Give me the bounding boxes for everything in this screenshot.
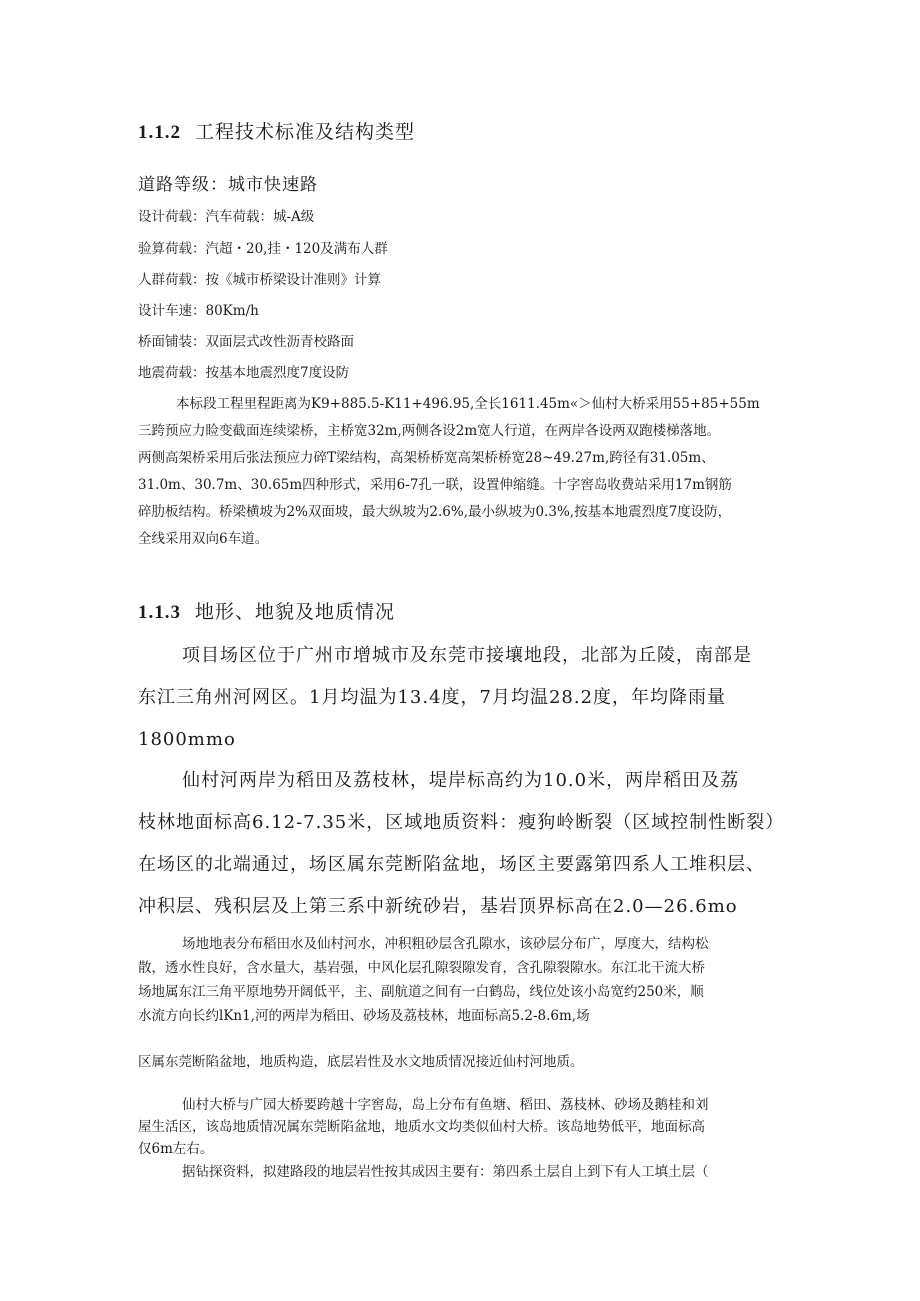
climate-paragraph xyxy=(138,635,798,761)
paragraph-line: 枝林地面标高6.12-7.35米，区域地质资料：瘦狗岭断裂（区域控制性断裂） xyxy=(138,812,785,833)
paragraph-line: 本标段工程里程距离为K9+885.5-K11+496.95,全长1611.45m«＞仙村大桥采用55+85+55m xyxy=(176,396,760,412)
road-grade: 道路等级：城市快速路 xyxy=(138,175,318,195)
paragraph-line: 场地地表分布稻田水及仙村河水，冲积粗砂层含孔隙水，该砂层分布广，厚度大，结构松 xyxy=(182,936,709,952)
basin-paragraph: 区属东莞断陷盆地，地质构造，底层岩性及水文地质情况接近仙村河地质。 xyxy=(138,1054,584,1070)
section-113-heading xyxy=(138,597,395,624)
spec-crowd-load: 人群荷载：按《城市桥梁设计准则》计算 xyxy=(138,272,381,288)
drilling-paragraph: 据钻探资料，拟建路段的地层岩性按其成因主要有：第四系土层自上到下有人工填土层（ xyxy=(182,1164,709,1180)
paragraph-line: 在场区的北端通过，场区属东莞断陷盆地，场区主要露第四系人工堆积层、 xyxy=(138,854,765,875)
paragraph-line: 31.0m、30.7m、30.65m四种形式，采用6-7孔一联，设置伸缩缝。十字窖岛收费站采用17m钢筋 xyxy=(138,477,732,493)
paragraph-line: 两侧高架桥采用后张法预应力碎T梁结构，高架桥桥宽高架桥桥宽28~49.27m,跨径有31.05m、 xyxy=(138,450,715,466)
section-number: 1.1.2 xyxy=(138,122,181,143)
section-112-heading xyxy=(138,117,415,144)
spec-check-load: 验算荷载：汽超・20,挂・120及满布人群 xyxy=(138,241,388,257)
section-title: 工程技术标准及结构类型 xyxy=(195,121,416,143)
paragraph-line: 仅6m左右。 xyxy=(138,1141,214,1157)
paragraph-line: 项目场区位于广州市增城市及东莞市接壤地段，北部为丘陵，南部是 xyxy=(182,645,752,666)
paragraph-line: 屋生活区，该岛地质情况属东莞断陷盆地，地质水文均类似仙村大桥。该岛地势低平，地面标高 xyxy=(138,1119,705,1135)
paragraph-line: 东江三角州河网区。1月均温为13.4度，7月均温28.2度，年均降雨量 xyxy=(138,687,727,708)
section-number: 1.1.3 xyxy=(138,602,181,623)
paragraph-line: 场地属东江三角平原地势开阔低平，主、副航道之间有一白鹤岛，线位处该小岛宽约250米，顺 xyxy=(138,984,704,1000)
geology-paragraph xyxy=(138,760,798,928)
spec-seismic-load: 地震荷载：按基本地震烈度7度设防 xyxy=(138,365,350,381)
paragraph-line: 仙村河两岸为稻田及荔枝林，堤岸标高约为10.0米，两岸稻田及荔 xyxy=(182,770,740,791)
section-title: 地形、地貌及地质情况 xyxy=(195,601,396,623)
spec-design-speed: 设计车速：80Km∕h xyxy=(138,303,259,319)
paragraph-line: 水流方向长约lKn1,河的两岸为稻田、砂场及荔枝林，地面标高5.2-8.6m,场 xyxy=(138,1008,590,1024)
paragraph-line: 碎肋板结构。桥梁横坡为2%双面坡，最大纵坡为2.6%,最小纵坡为0.3%,按基本地震烈度7度设防， xyxy=(138,504,732,520)
island-paragraph xyxy=(138,1094,798,1160)
paragraph-line: 1800mmo xyxy=(138,729,236,750)
paragraph-line: 仙村大桥与广园大桥要跨越十字窖岛，岛上分布有鱼塘、稻田、荔枝林、砂场及鹅桂和刘 xyxy=(182,1097,709,1113)
paragraph-line: 冲积层、残积层及上第三系中新统砂岩，基岩顶界标高在2.0—26.6mo xyxy=(138,896,738,917)
spec-deck-paving: 桥面铺装：双面层式改性沥青校路面 xyxy=(138,334,354,350)
paragraph-line: 全线采用双向6车道。 xyxy=(138,531,269,547)
spec-design-load: 设计荷载：汽车荷载：城-A级 xyxy=(138,209,315,225)
paragraph-line: 散，透水性良好，含水量大，基岩强，中风化层孔隙裂隙发育，含孔隙裂隙水。东江北干流大桥 xyxy=(138,960,705,976)
project-paragraph xyxy=(138,391,798,553)
hydrology-paragraph xyxy=(138,932,798,1028)
paragraph-line: 三跨预应力睑变截面连续梁桥，主桥宽32m,两侧各设2m宽人行道，在两岸各设两双跑楼梯落地。 xyxy=(138,423,721,439)
